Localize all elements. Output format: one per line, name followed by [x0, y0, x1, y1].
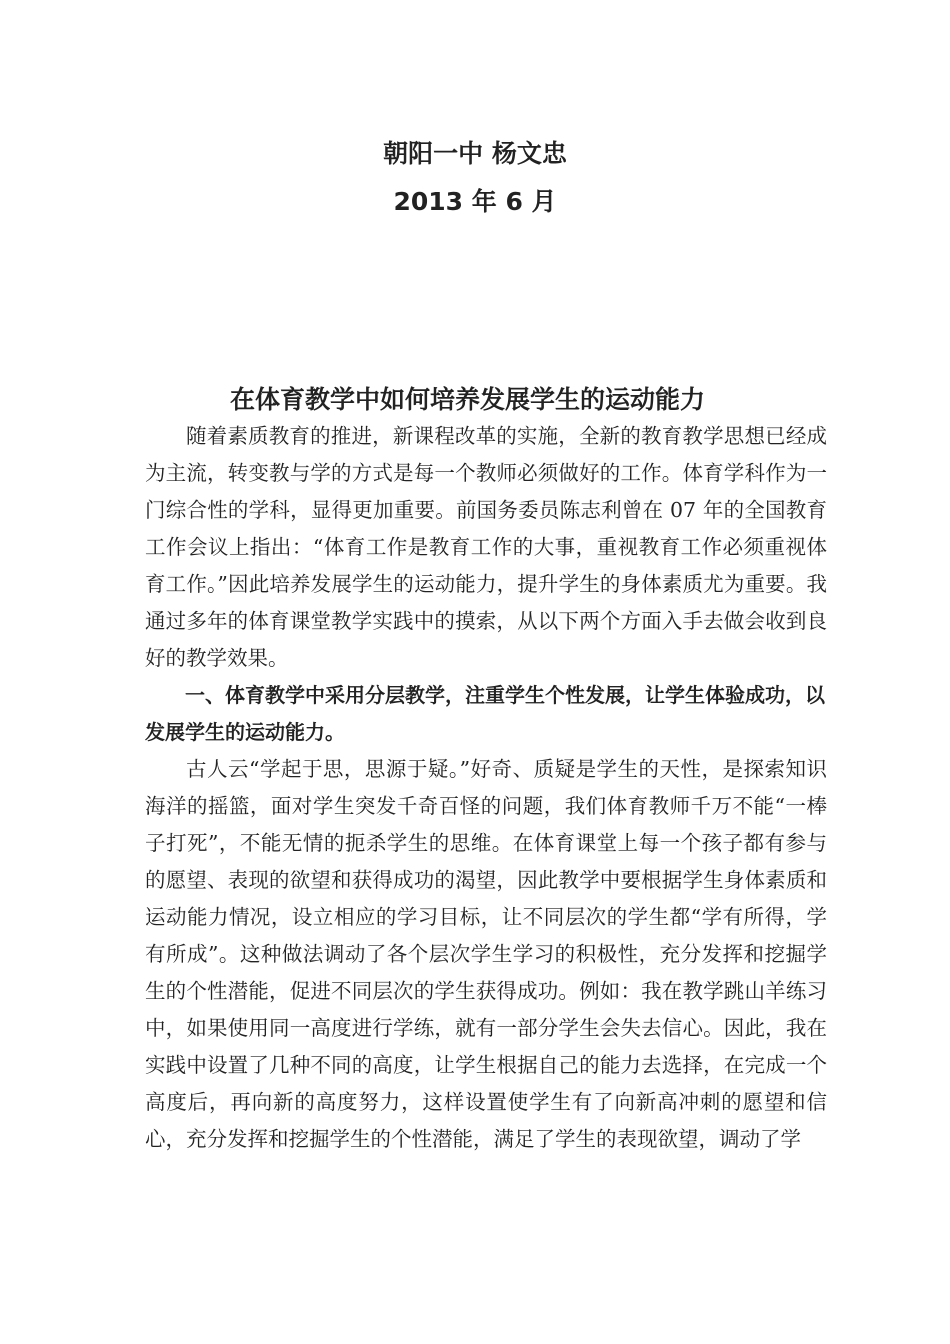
- paragraph-intro: 随着素质教育的推进，新课程改革的实施，全新的教育教学思想已经成为主流，转变教与学的方式是每一个教师必须做好的工作。体育学科作为一门综合性的学科，显得更加重要。前国务委员陈志利曾在 07 年的全国教育工作会议上指出：“体育工作是教育工作的大事，重视教育工作必须重视体育工作。”因此培养发展学生的运动能力，提升学生的身体素质尤为重要。我通过多年的体育课堂教学实践中的摸索，从以下两个方面入手去做会收到良好的教学效果。: [145, 424, 827, 670]
- article-body: [145, 418, 827, 1158]
- article-title: 在体育教学中如何培养发展学生的运动能力: [229, 385, 705, 414]
- section-heading-1: 一、体育教学中采用分层教学，注重学生个性发展，让学生体验成功，以发展学生的运动能力。: [145, 683, 825, 744]
- paragraph-section-1: 古人云“学起于思，思源于疑。”好奇、质疑是学生的天性，是探索知识海洋的摇篮，面对学生突发千奇百怪的问题，我们体育教师千万不能“一棒子打死”，不能无情的扼杀学生的思维。在体育课堂上每一个孩子都有参与的愿望、表现的欲望和获得成功的渴望，因此教学中要根据学生身体素质和运动能力情况，设立相应的学习目标，让不同层次的学生都“学有所得，学有所成”。这种做法调动了各个层次学生学习的积极性，充分发挥和挖掘学生的个性潜能，促进不同层次的学生获得成功。例如：我在教学跳山羊练习中，如果使用同一高度进行学练，就有一部分学生会失去信心。因此，我在实践中设置了几种不同的高度，让学生根据自己的能力去选择，在完成一个高度后，再向新的高度努力，这样设置使学生有了向新高冲刺的愿望和信心，充分发挥和挖掘学生的个性潜能，满足了学生的表现欲望，调动了学: [145, 757, 827, 1151]
- date-line: 2013 年 6 月: [393, 187, 557, 216]
- author-line: 朝阳一中 杨文忠: [383, 139, 567, 168]
